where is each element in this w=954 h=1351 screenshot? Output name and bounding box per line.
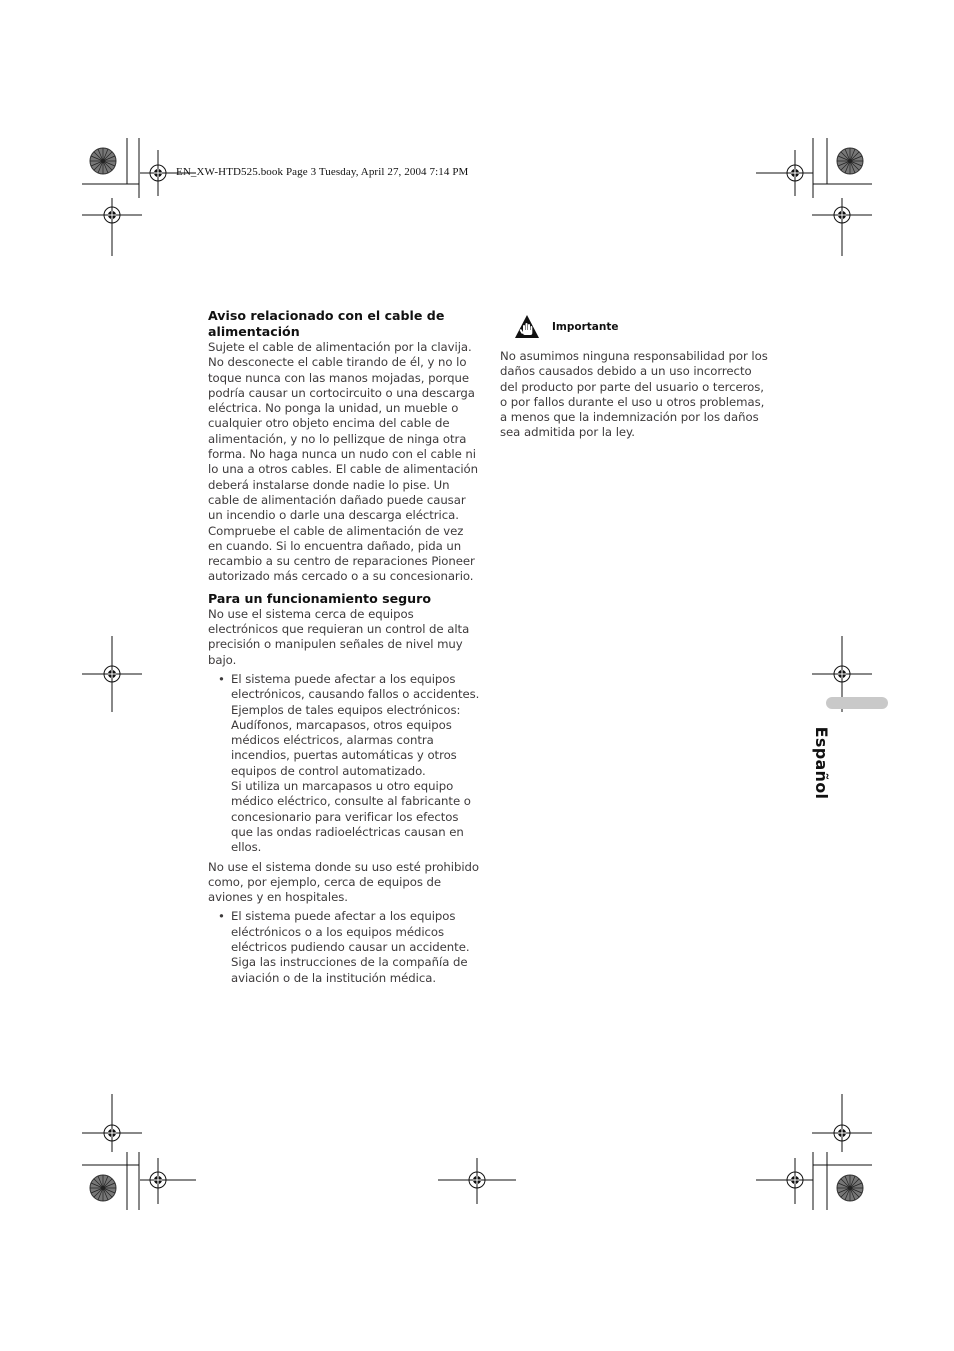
important-label: Importante: [552, 321, 619, 333]
bullet-subtext-pacemaker: Si utiliza un marcapasos u otro equipo médico eléctrico, consulte al fabricante o concesionario para verificar los efectos que las ondas radioeléctricas causan en ellos.: [231, 779, 471, 855]
language-tab: [826, 697, 888, 709]
right-column: [500, 313, 770, 441]
bullet-icon: •: [218, 909, 225, 924]
bullet-text: El sistema puede afectar a los equipos eléctrónicos o a los equipos médicos eléctricos pudiendo causar un accidente. Siga las instrucciones de la compañía de aviación o de la institución médica.: [231, 909, 470, 985]
important-paragraph: No asumimos ninguna responsabilidad por los daños causados debido a un uso incorrecto del producto por parte del usuario o terceros, o por fallos durante el uso u otros problemas, a menos que la indemnización por los daños sea admitida por la ley.: [500, 349, 768, 440]
paragraph-prohibited-use: No use el sistema donde su uso esté prohibido como, por ejemplo, cerca de equipos de aviones y en hospitales.: [208, 859, 480, 905]
heading-power-cable: Aviso relacionado con el cable de alimentación: [208, 308, 445, 339]
bullet-text: El sistema puede afectar a los equipos electrónicos, causando fallos o accidentes. Ejemplos de tales equipos electrónicos:: [231, 671, 480, 717]
important-header: [500, 313, 770, 341]
list-item: [208, 909, 480, 985]
bullet-icon: •: [218, 671, 225, 686]
language-tab-label: Español: [812, 726, 831, 800]
print-header: EN_XW-HTD525.book Page 3 Tuesday, April 27, 2004 7:14 PM: [176, 166, 469, 178]
heading-safe-operation: Para un funcionamiento seguro: [208, 590, 431, 606]
bullet-list-1: [208, 672, 480, 856]
paragraph-electronic-equipment: No use el sistema cerca de equipos electrónicos que requieran un control de alta precisión o manipulen señales de nivel muy bajo.: [208, 606, 470, 667]
left-column: [208, 306, 480, 990]
list-item: [208, 672, 480, 856]
bullet-subtext-examples: Audífonos, marcapasos, otros equipos médicos eléctricos, alarmas contra incendios, puertas automáticas y otros equipos de control automatizado.: [231, 717, 457, 778]
paragraph-power-cable: Sujete el cable de alimentación por la clavija. No desconecte el cable tirando de él, y no lo toque nunca con las manos mojadas, porque podría causar un cortocircuito o una descarga eléctrica. No ponga la unidad, un mueble o cualquier otro objeto encima del cable de alimentación, y no lo pellizque de ninga otra forma. No haga nunca un nudo con el cable ni lo una a otros cables. El cable de alimentación deberá instalarse donde nadie lo pise. Un cable de alimentación dañado puede causar un incendio o darle una descarga eléctrica. Compruebe el cable de alimentación de vez en cuando. Si lo encuentra dañado, pida un recambio a su centro de reparaciones Pioneer autorizado más cercado o a su concesionario.: [208, 340, 478, 584]
caution-hand-icon: [514, 314, 540, 340]
bullet-list-2: [208, 909, 480, 985]
